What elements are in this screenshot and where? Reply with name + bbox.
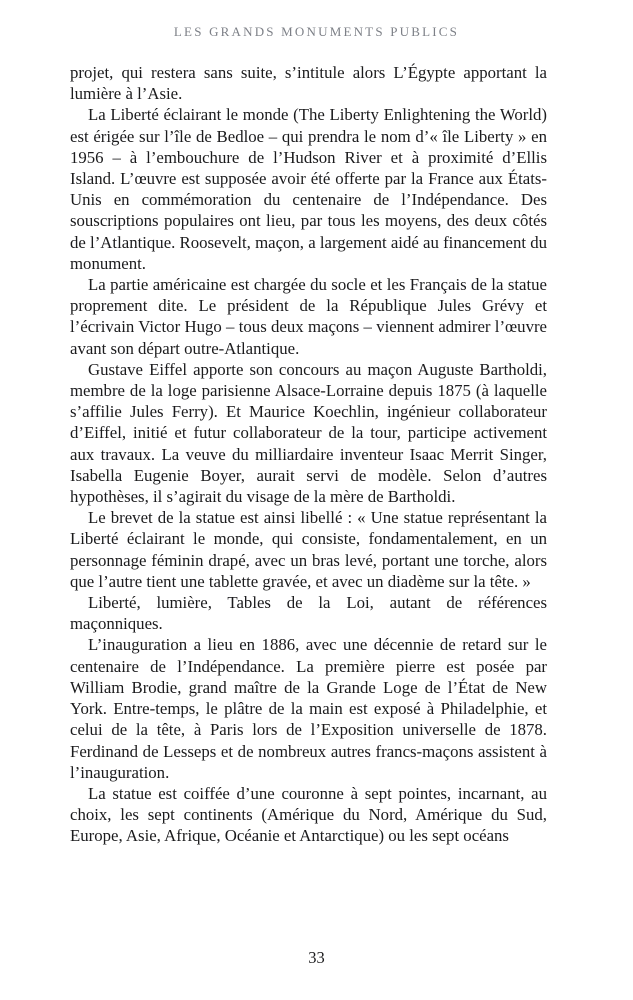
paragraph: Gustave Eiffel apporte son concours au maçon Auguste Bartholdi, membre de la loge parisienne Alsace-Lorraine depuis 1875 (à laquelle s’affilie Jules Ferry). Et Maurice Koechlin, ingénieur collaborateur d’Eiffel, initié et futur collaborateur de la tour, participe activement aux travaux. La veuve du milliardaire inventeur Isaac Merrit Singer, Isabella Eugenie Boyer, aurait servi de modèle. Selon d’autres hypothèses, il s’agirait du visage de la mère de Bartholdi. <box>70 359 547 507</box>
paragraph: La Liberté éclairant le monde (The Liberty Enlightening the World) est érigée sur l’île de Bedloe – qui prendra le nom d’« île Liberty » en 1956 – à l’embouchure de l’Hudson River et à proximité d’Ellis Island. L’œuvre est supposée avoir été offerte par la France aux États-Unis en commémoration du centenaire de l’Indépendance. Des souscriptions populaires ont lieu, par tous les moyens, des deux côtés de l’Atlantique. Roosevelt, maçon, a largement aidé au financement du monument. <box>70 105 547 273</box>
paragraph: La partie américaine est chargée du socle et les Français de la statue proprement dite. Le président de la République Jules Grévy et l’écrivain Victor Hugo – tous deux maçons – viennent admirer l’œuvre avant son départ outre-Atlantique. <box>70 275 547 358</box>
paragraph: L’inauguration a lieu en 1886, avec une décennie de retard sur le centenaire de l’Indépendance. La première pierre est posée par William Brodie, grand maître de la Grande Loge de l’État de New York. Entre-temps, le plâtre de la main est exposé à Philadelphie, et celui de la tête, à Paris lors de l’Exposition universelle de 1878. Ferdinand de Lesseps et de nombreux autres francs-maçons assistent à l’inauguration. <box>70 635 547 782</box>
paragraph: La statue est coiffée d’une couronne à sept pointes, incarnant, au choix, les sept continents (Amérique du Nord, Amérique du Sud, Europe, Asie, Afrique, Océanie et Antarctique) ou les sept océans <box>70 783 547 846</box>
running-header: LES GRANDS MONUMENTS PUBLICS <box>173 24 460 39</box>
page-number: 33 <box>308 948 325 967</box>
paragraph: Le brevet de la statue est ainsi libellé : « Une statue représentant la Liberté éclairant le monde, qui consiste, fondamentalement, en un personnage féminin drapé, avec un bras levé, portant une torche, alors que l’autre tient une tablette gravée, et avec un diadème sur la tête. » <box>70 508 547 591</box>
paragraph: Liberté, lumière, Tables de la Loi, autant de références maçonniques. <box>70 593 547 634</box>
paragraph-continuation: projet, qui restera sans suite, s’intitule alors L’Égypte apportant la lumière à l’Asie. <box>70 63 547 104</box>
body-text <box>70 62 547 847</box>
